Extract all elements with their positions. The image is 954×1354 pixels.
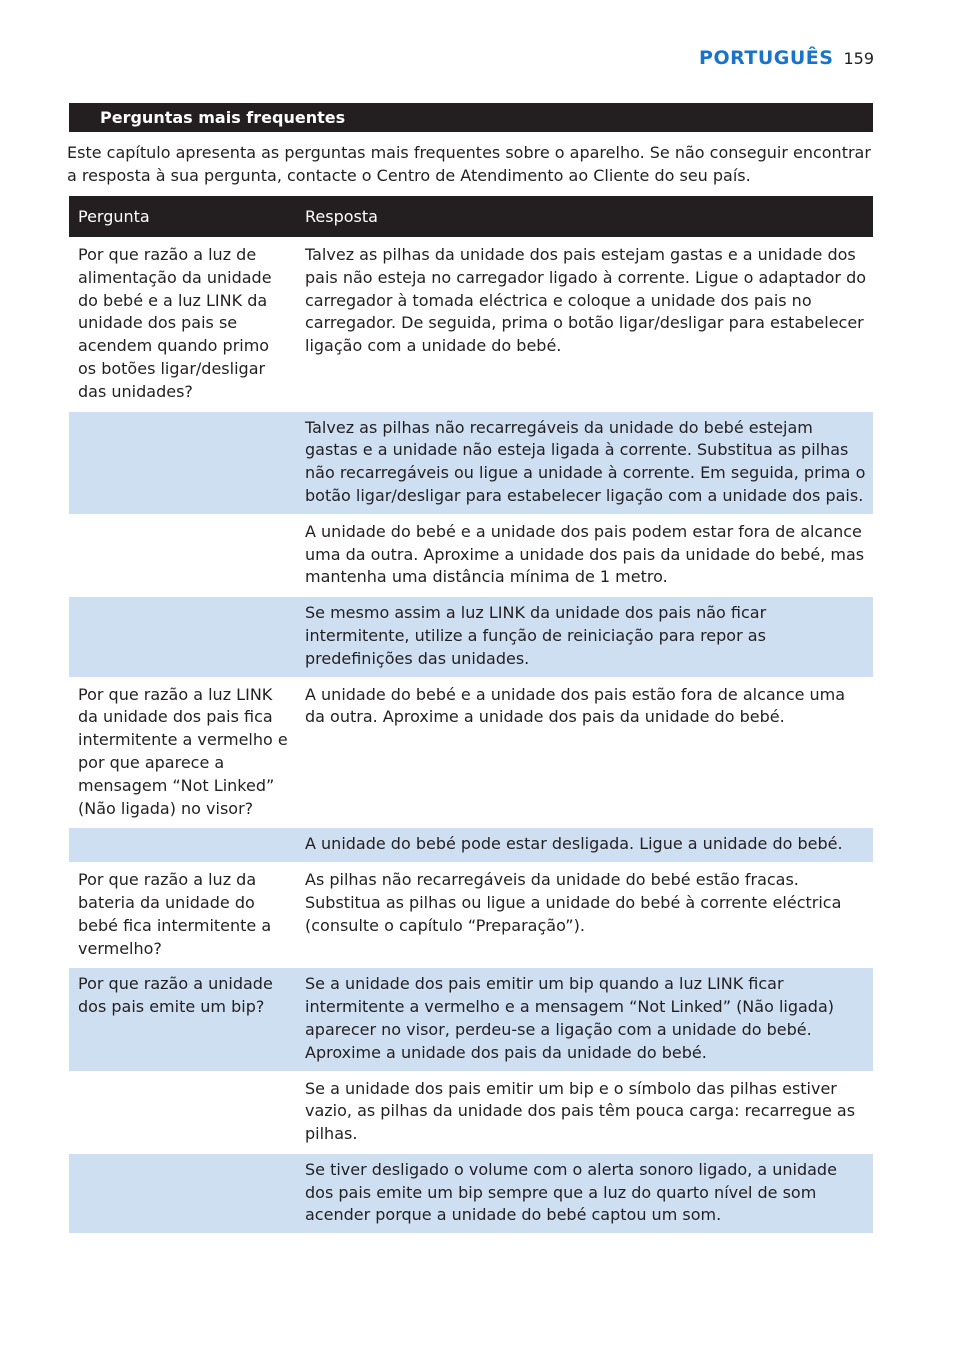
intro-paragraph: Este capítulo apresenta as perguntas mais frequentes sobre o aparelho. Se não conseguir encontrar a resposta à sua pergunta, contacte o Centro de Atendimento ao Cliente do seu país.: [67, 143, 871, 185]
table-header-row: [69, 196, 873, 238]
table-row: [69, 515, 873, 596]
question-cell: [69, 596, 296, 677]
section-title: Perguntas mais frequentes: [100, 108, 346, 127]
answer-cell: A unidade do bebé pode estar desligada. Ligue a unidade do bebé.: [296, 827, 873, 863]
language-label: PORTUGUÊS: [699, 47, 834, 69]
question-cell: [69, 1153, 296, 1233]
table-row: [69, 411, 873, 515]
answer-cell: Talvez as pilhas da unidade dos pais estejam gastas e a unidade dos pais não esteja no carregador ligado à corrente. Ligue o adaptador do carregador à tomada eléctrica e coloque a unidade dos pais no carregador. De seguida, prima o botão ligar/desligar para estabelecer ligação com a unidade do bebé.: [296, 238, 873, 411]
question-cell: Por que razão a unidade dos pais emite um bip?: [69, 967, 296, 1071]
answer-column-header: Resposta: [296, 196, 873, 238]
answer-cell: A unidade do bebé e a unidade dos pais estão fora de alcance uma da outra. Aproxime a unidade dos pais da unidade do bebé.: [296, 678, 873, 828]
question-cell: [69, 515, 296, 596]
page-number: 159: [843, 49, 874, 68]
table-row: [69, 678, 873, 828]
answer-cell: Talvez as pilhas não recarregáveis da unidade do bebé estejam gastas e a unidade não esteja ligada à corrente. Substitua as pilhas não recarregáveis ou ligue a unidade à corrente. Em seguida, prima o botão ligar/desligar para estabelecer ligação com a unidade dos pais.: [296, 411, 873, 515]
table-row: [69, 967, 873, 1071]
answer-cell: As pilhas não recarregáveis da unidade do bebé estão fracas. Substitua as pilhas ou ligue a unidade do bebé à corrente eléctrica (consulte o capítulo “Preparação”).: [296, 863, 873, 967]
faq-table: [69, 196, 873, 1233]
answer-cell: Se tiver desligado o volume com o alerta sonoro ligado, a unidade dos pais emite um bip sempre que a luz do quarto nível de som acender porque a unidade do bebé captou um som.: [296, 1153, 873, 1233]
table-row: [69, 863, 873, 967]
answer-cell: A unidade do bebé e a unidade dos pais podem estar fora de alcance uma da outra. Aproxime a unidade dos pais da unidade do bebé, mas mantenha uma distância mínima de 1 metro.: [296, 515, 873, 596]
question-cell: Por que razão a luz da bateria da unidade do bebé fica intermitente a vermelho?: [69, 863, 296, 967]
table-row: [69, 596, 873, 677]
question-column-header: Pergunta: [69, 196, 296, 238]
answer-cell: Se a unidade dos pais emitir um bip quando a luz LINK ficar intermitente a vermelho e a mensagem “Not Linked” (Não ligada) aparecer no visor, perdeu-se a ligação com a unidade do bebé. Aproxime a unidade dos pais da unidade do bebé.: [296, 967, 873, 1071]
table-row: [69, 1072, 873, 1153]
question-cell: [69, 1072, 296, 1153]
question-cell: Por que razão a luz LINK da unidade dos pais fica intermitente a vermelho e por que aparece a mensagem “Not Linked” (Não ligada) no visor?: [69, 678, 296, 828]
question-cell: Por que razão a luz de alimentação da unidade do bebé e a luz LINK da unidade dos pais se acendem quando primo os botões ligar/desligar das unidades?: [69, 238, 296, 411]
table-row: [69, 827, 873, 863]
question-cell: [69, 411, 296, 515]
table-row: [69, 1153, 873, 1233]
question-cell: [69, 827, 296, 863]
answer-cell: Se mesmo assim a luz LINK da unidade dos pais não ficar intermitente, utilize a função de reiniciação para repor as predefinições das unidades.: [296, 596, 873, 677]
answer-cell: Se a unidade dos pais emitir um bip e o símbolo das pilhas estiver vazio, as pilhas da unidade dos pais têm pouca carga: recarregue as pilhas.: [296, 1072, 873, 1153]
section-header-bar: [69, 103, 873, 132]
page-header: [699, 47, 874, 69]
table-row: [69, 238, 873, 411]
